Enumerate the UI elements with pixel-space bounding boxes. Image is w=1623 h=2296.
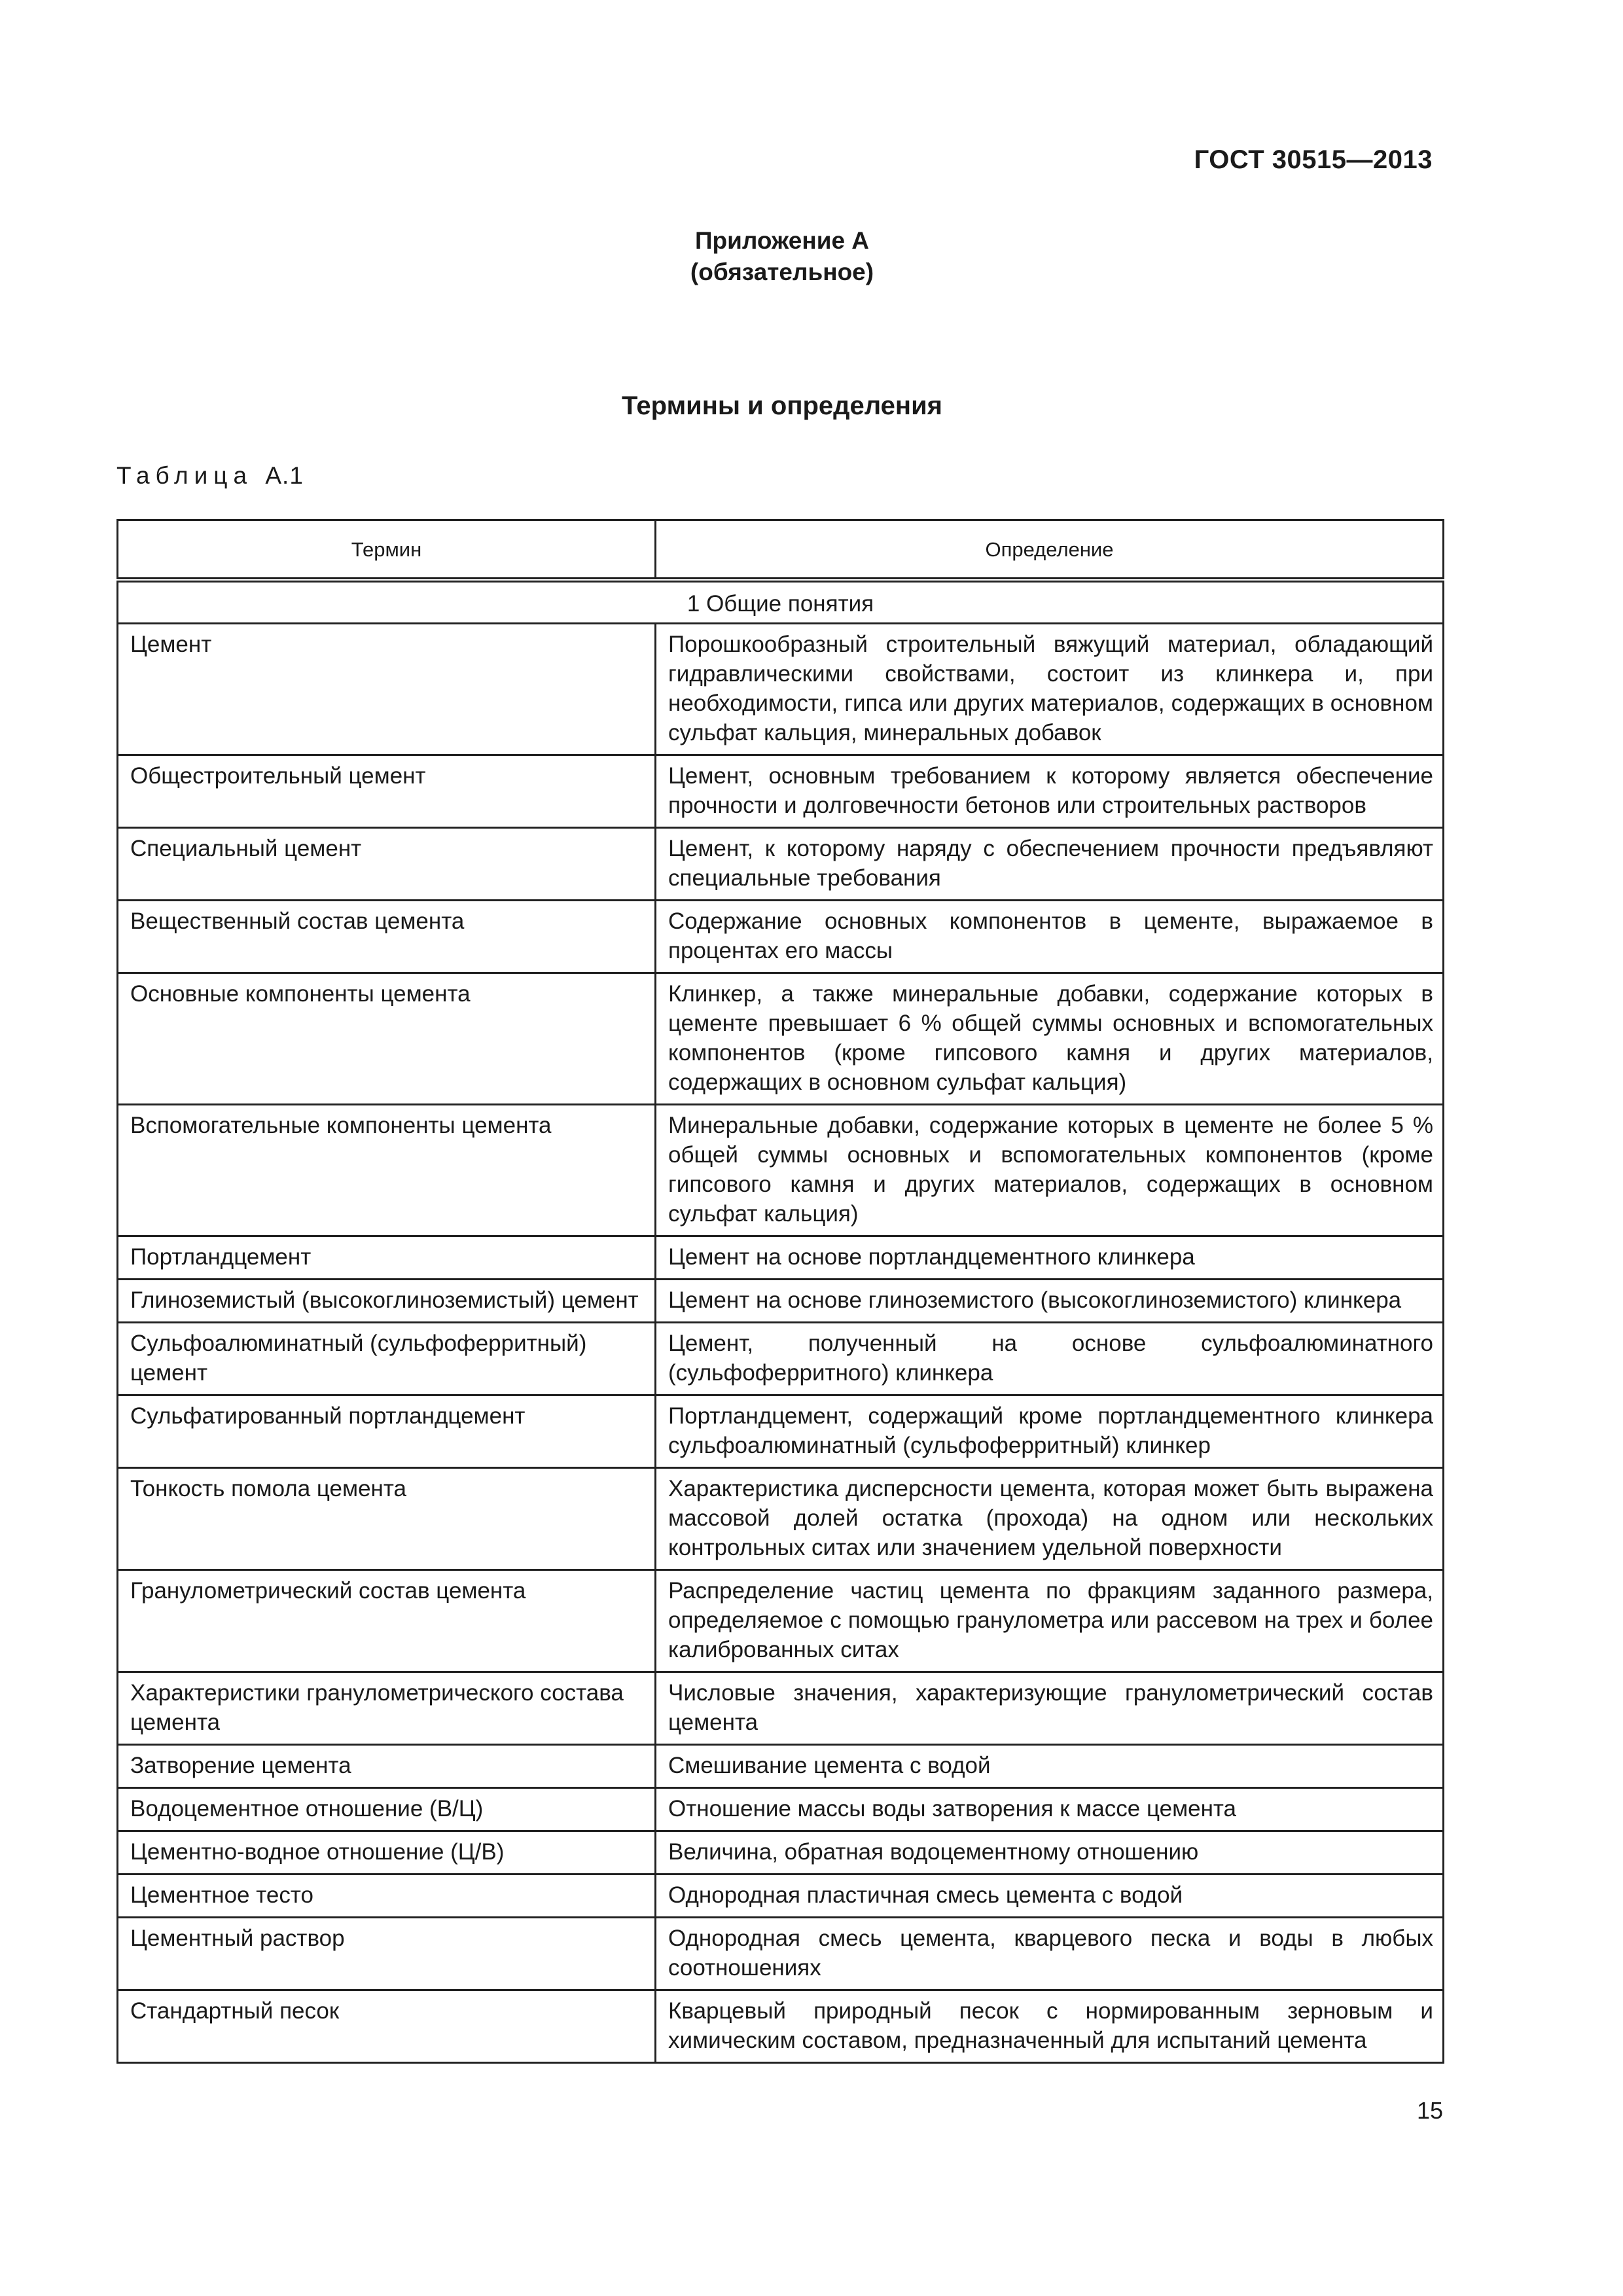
group-row xyxy=(118,580,1444,624)
appendix-heading xyxy=(0,225,1564,288)
term-cell: Портландцемент xyxy=(118,1236,656,1280)
definition-cell: Портландцемент, содержащий кроме портландцементного клинкера сульфоалюминатный (сульфоферритный) клинкер xyxy=(656,1395,1444,1468)
table-row xyxy=(118,1570,1444,1672)
definition-cell: Цемент, к которому наряду с обеспечением прочности предъявляют специальные требования xyxy=(656,828,1444,901)
definition-cell: Цемент, полученный на основе сульфоалюминатного (сульфоферритного) клинкера xyxy=(656,1323,1444,1395)
term-cell: Глиноземистый (высокоглиноземистый) цемент xyxy=(118,1280,656,1323)
table-row xyxy=(118,973,1444,1105)
table-row xyxy=(118,1788,1444,1831)
table-row xyxy=(118,1918,1444,1990)
table-caption xyxy=(116,462,304,490)
definition-cell: Минеральные добавки, содержание которых в цементе не более 5 % общей суммы основных и вспомогательных компонентов (кроме гипсового камня и других материалов, содержащих в основном сульфат кальция) xyxy=(656,1105,1444,1236)
table-row xyxy=(118,624,1444,755)
term-cell: Сульфоалюминатный (сульфоферритный) цемент xyxy=(118,1323,656,1395)
column-header-definition: Определение xyxy=(656,520,1444,581)
term-cell: Вещественный состав цемента xyxy=(118,901,656,973)
term-cell: Специальный цемент xyxy=(118,828,656,901)
table-row xyxy=(118,901,1444,973)
definition-cell: Цемент, основным требованием к которому является обеспечение прочности и долговечности бетонов или строительных растворов xyxy=(656,755,1444,828)
term-cell: Характеристики гранулометрического состава цемента xyxy=(118,1672,656,1745)
definition-cell: Порошкообразный строительный вяжущий материал, обладающий гидравлическими свойствами, состоит из клинкера и, при необходимости, гипса или других материалов, содержащих в основном сульфат кальция, минеральных добавок xyxy=(656,624,1444,755)
definition-cell: Однородная пластичная смесь цемента с водой xyxy=(656,1874,1444,1918)
definition-cell: Распределение частиц цемента по фракциям заданного размера, определяемое с помощью гранулометра или рассевом на трех и более калиброванных ситах xyxy=(656,1570,1444,1672)
definition-cell: Цемент на основе глиноземистого (высокоглиноземистого) клинкера xyxy=(656,1280,1444,1323)
table-header-row xyxy=(118,520,1444,581)
appendix-title: Приложение А xyxy=(694,227,870,254)
definition-cell: Числовые значения, характеризующие гранулометрический состав цемента xyxy=(656,1672,1444,1745)
group-title: 1 Общие понятия xyxy=(118,580,1444,624)
document-code: ГОСТ 30515—2013 xyxy=(1194,145,1433,174)
definition-cell: Величина, обратная водоцементному отношению xyxy=(656,1831,1444,1874)
definition-cell: Клинкер, а также минеральные добавки, содержание которых в цементе превышает 6 % общей суммы основных и вспомогательных компонентов (кроме гипсового камня и других материалов, содержащих в основном сульфат кальция) xyxy=(656,973,1444,1105)
table-row xyxy=(118,1990,1444,2063)
table-row xyxy=(118,1280,1444,1323)
definition-cell: Характеристика дисперсности цемента, которая может быть выражена массовой долей остатка (прохода) на одном или нескольких контрольных ситах или значением удельной поверхности xyxy=(656,1468,1444,1570)
term-cell: Общестроительный цемент xyxy=(118,755,656,828)
table-row xyxy=(118,1468,1444,1570)
term-cell: Водоцементное отношение (В/Ц) xyxy=(118,1788,656,1831)
term-cell: Основные компоненты цемента xyxy=(118,973,656,1105)
page-number: 15 xyxy=(1416,2097,1443,2124)
term-cell: Цементное тесто xyxy=(118,1874,656,1918)
table-caption-number: А.1 xyxy=(265,462,304,489)
definition-cell: Однородная смесь цемента, кварцевого песка и воды в любых соотношениях xyxy=(656,1918,1444,1990)
definition-cell: Отношение массы воды затворения к массе цемента xyxy=(656,1788,1444,1831)
table-row xyxy=(118,1831,1444,1874)
term-cell: Затворение цемента xyxy=(118,1745,656,1788)
table-caption-label: Таблица xyxy=(116,462,253,489)
term-cell: Цемент xyxy=(118,624,656,755)
table-row xyxy=(118,755,1444,828)
terms-table-body xyxy=(118,580,1444,2063)
table-row xyxy=(118,1672,1444,1745)
appendix-subtitle: (обязательное) xyxy=(690,259,874,285)
definition-cell: Кварцевый природный песок с нормированным зерновым и химическим составом, предназначенный для испытаний цемента xyxy=(656,1990,1444,2063)
table-row xyxy=(118,1745,1444,1788)
table-row xyxy=(118,1236,1444,1280)
definition-cell: Содержание основных компонентов в цементе, выражаемое в процентах его массы xyxy=(656,901,1444,973)
table-row xyxy=(118,1105,1444,1236)
terms-table xyxy=(116,519,1444,2064)
table-row xyxy=(118,1395,1444,1468)
definition-cell: Цемент на основе портландцементного клинкера xyxy=(656,1236,1444,1280)
section-title: Термины и определения xyxy=(621,391,943,420)
term-cell: Стандартный песок xyxy=(118,1990,656,2063)
term-cell: Вспомогательные компоненты цемента xyxy=(118,1105,656,1236)
definition-cell: Смешивание цемента с водой xyxy=(656,1745,1444,1788)
column-header-term: Термин xyxy=(118,520,656,581)
table-row xyxy=(118,1874,1444,1918)
term-cell: Сульфатированный портландцемент xyxy=(118,1395,656,1468)
term-cell: Тонкость помола цемента xyxy=(118,1468,656,1570)
term-cell: Гранулометрический состав цемента xyxy=(118,1570,656,1672)
term-cell: Цементно-водное отношение (Ц/В) xyxy=(118,1831,656,1874)
term-cell: Цементный раствор xyxy=(118,1918,656,1990)
table-row xyxy=(118,828,1444,901)
table-row xyxy=(118,1323,1444,1395)
